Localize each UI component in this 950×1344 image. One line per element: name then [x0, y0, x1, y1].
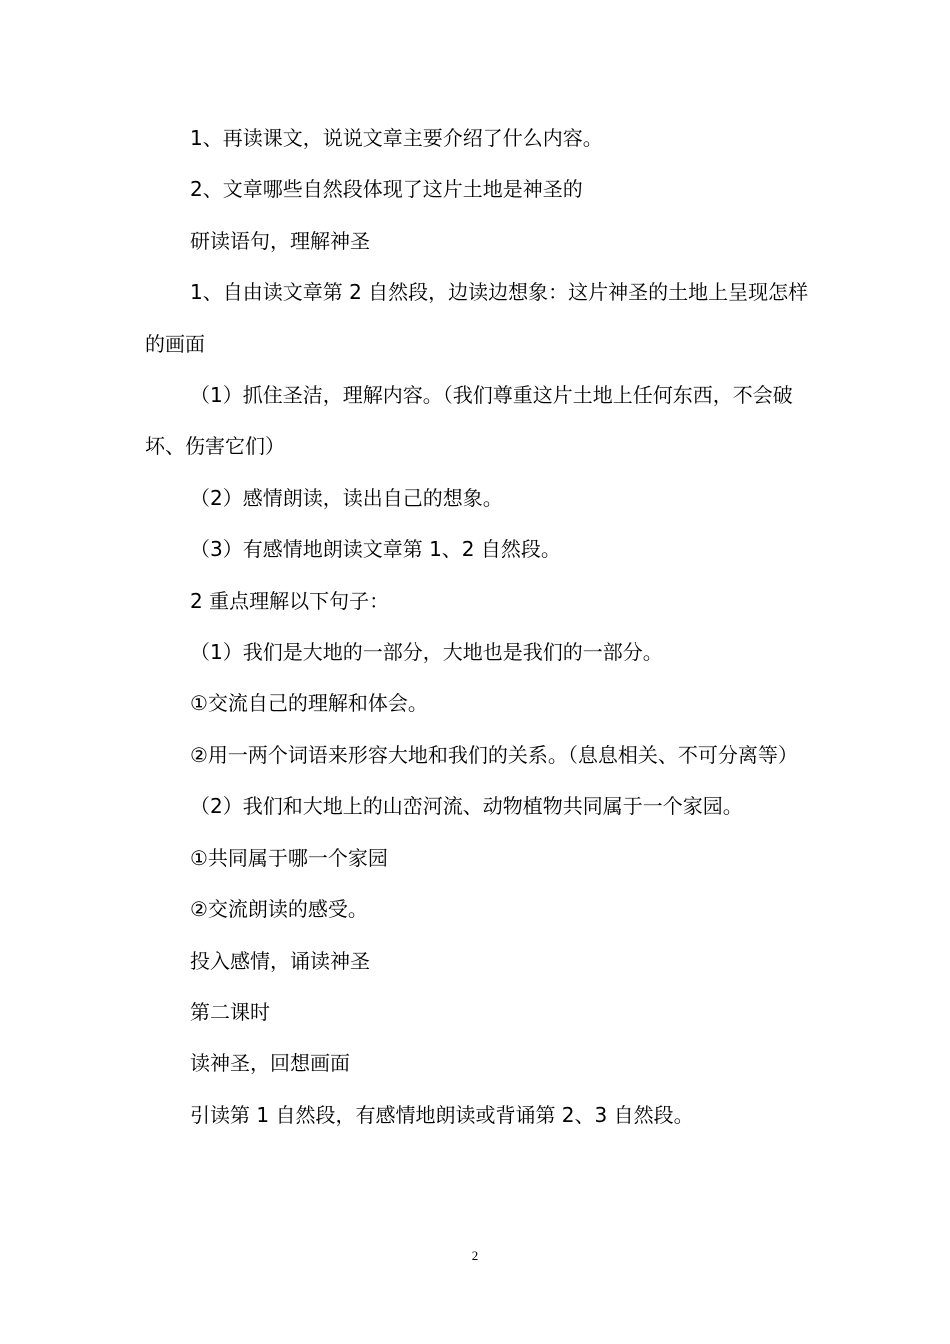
paragraph: 1、自由读文章第 2 自然段，边读边想象：这片神圣的土地上呈现怎样的画面 [145, 280, 809, 356]
paragraph: 2、文章哪些自然段体现了这片土地是神圣的 [190, 177, 583, 202]
paragraph: （1）我们是大地的一部分，大地也是我们的一部分。 [190, 640, 663, 665]
section-heading: 投入感情，诵读神圣 [190, 948, 370, 973]
paragraph: 2 重点理解以下句子： [190, 588, 390, 613]
paragraph: （2）我们和大地上的山峦河流、动物植物共同属于一个家园。 [190, 794, 743, 819]
paragraph: ②交流朗读的感受。 [190, 897, 368, 922]
document-body [145, 113, 810, 1141]
paragraph: （2）感情朗读，读出自己的想象。 [190, 485, 503, 510]
section-heading: 读神圣，回想画面 [190, 1051, 350, 1076]
paragraph: ①共同属于哪一个家园 [190, 845, 388, 870]
paragraph: ②用一两个词语来形容大地和我们的关系。（息息相关、不可分离等） [190, 742, 798, 767]
paragraph: 引读第 1 自然段，有感情地朗读或背诵第 2、3 自然段。 [190, 1102, 694, 1127]
page-number: 2 [471, 1248, 479, 1263]
paragraph: （3）有感情地朗读文章第 1、2 自然段。 [190, 537, 561, 562]
paragraph: 1、再读课文，说说文章主要介绍了什么内容。 [190, 126, 603, 150]
paragraph: （1）抓住圣洁，理解内容。（我们尊重这片土地上任何东西，不会破坏、伤害它们） [145, 383, 793, 459]
section-heading: 研读语句，理解神圣 [190, 228, 370, 253]
section-heading: 第二课时 [190, 999, 270, 1024]
paragraph: ①交流自己的理解和体会。 [190, 691, 428, 716]
